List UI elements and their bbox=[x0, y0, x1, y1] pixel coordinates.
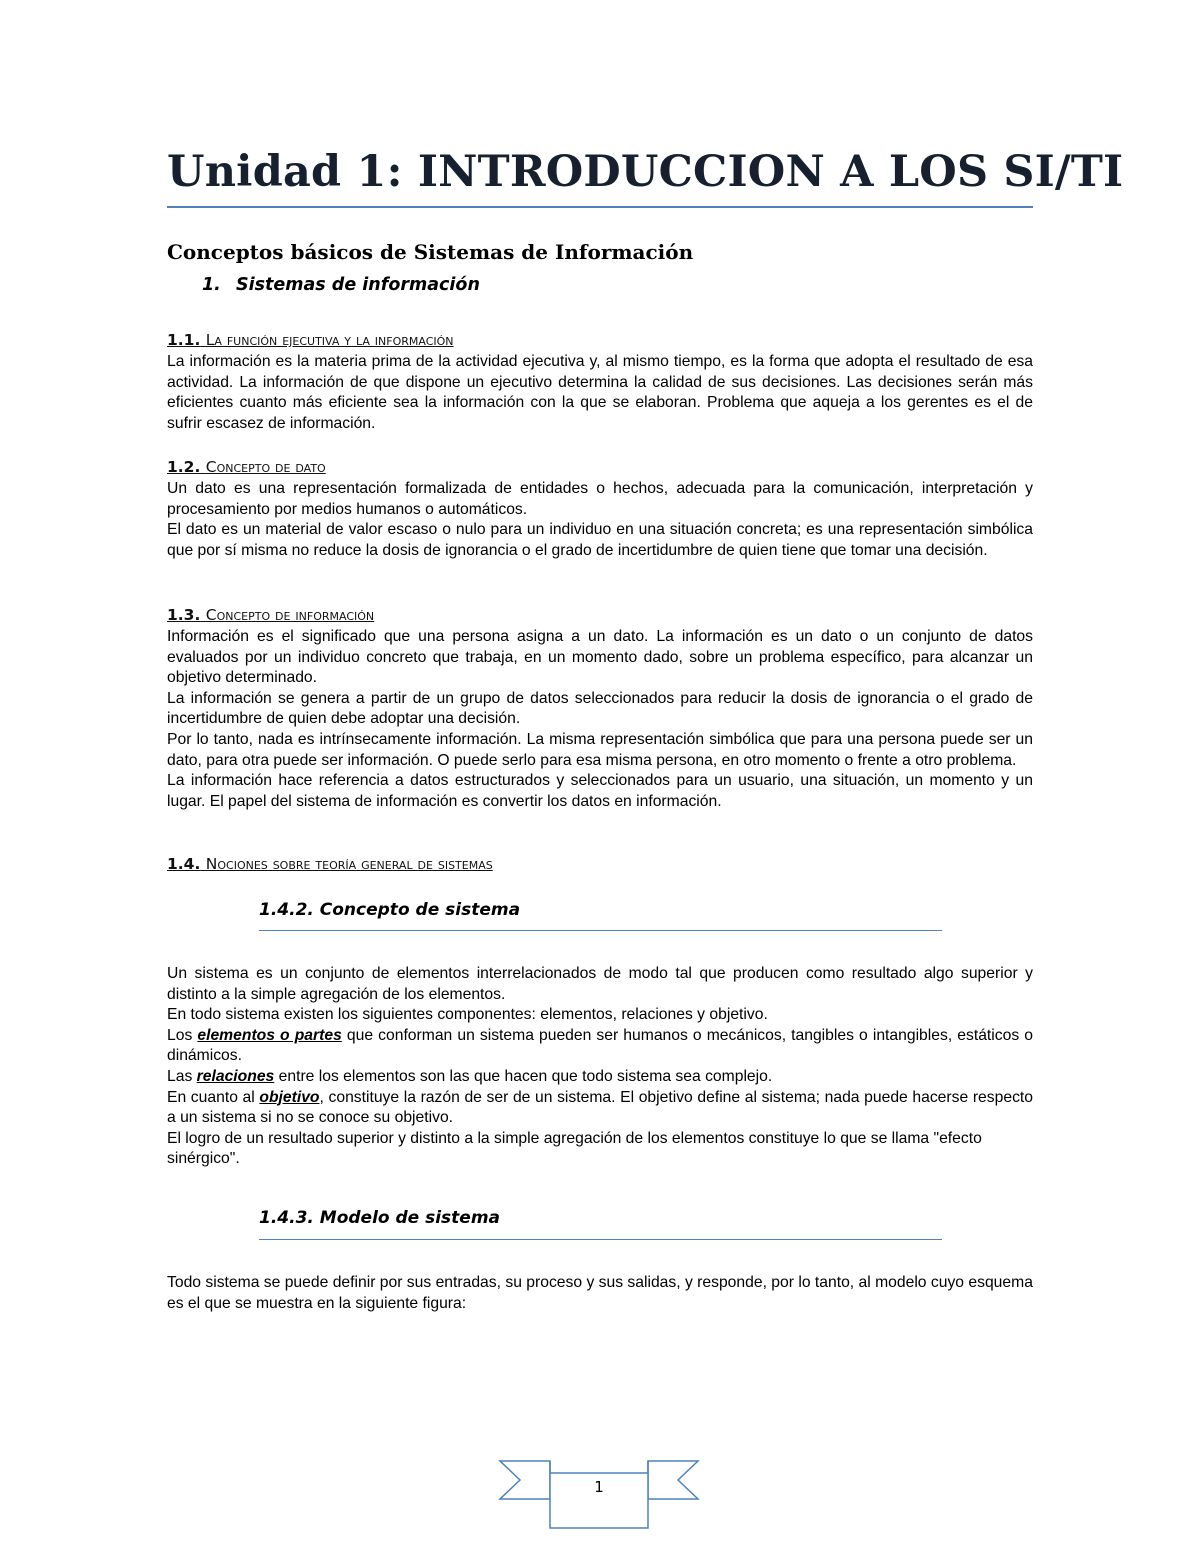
subsection-body-1-4-2 bbox=[167, 964, 1033, 1170]
subsection-body-1-4-3 bbox=[167, 1273, 1033, 1314]
text: que conforman un sistema pueden ser humanos o mecánicos, tangibles o intangibles, estáticos o dinámicos. bbox=[167, 1026, 1033, 1065]
paragraph bbox=[167, 1067, 1033, 1088]
text: Las bbox=[167, 1067, 197, 1085]
page-number: 1 bbox=[594, 1478, 604, 1496]
paragraph: Todo sistema se puede definir por sus entradas, su proceso y sus salidas, y responde, por lo tanto, al modelo cuyo esquema es el que se muestra en la siguiente figura: bbox=[167, 1274, 1033, 1312]
title-underline bbox=[167, 206, 1033, 208]
section-number: 1.1. bbox=[167, 331, 201, 349]
keyword-objetivo: objetivo bbox=[259, 1088, 320, 1106]
section-title: Nociones sobre teoría general de sistemas bbox=[205, 855, 493, 873]
section-body-1-2 bbox=[167, 479, 1033, 561]
section-number: 1.3. bbox=[167, 606, 201, 624]
keyword-relaciones: relaciones bbox=[196, 1067, 275, 1085]
paragraph: La información es la materia prima de la actividad ejecutiva y, al mismo tiempo, es la forma que adopta el resultado de esa actividad. La información de que dispone un ejecutivo determina la calidad de sus decisiones. Las decisiones serán más eficientes cuanto más eficiente sea la información con la que se elaboran. Problema que aqueja a los gerentes es el de sufrir escasez de información. bbox=[167, 353, 1033, 432]
section-number: 1.4. bbox=[167, 855, 201, 873]
section-heading-1-3 bbox=[167, 606, 374, 624]
section-title: Concepto de dato bbox=[205, 458, 326, 476]
section-body-1-1 bbox=[167, 352, 1033, 434]
paragraph bbox=[167, 1026, 1033, 1067]
subsection-rule bbox=[259, 930, 942, 931]
section-title: Concepto de información bbox=[205, 606, 375, 624]
numbered-heading-text: Sistemas de información bbox=[236, 275, 480, 295]
section-heading-1-2 bbox=[167, 458, 326, 476]
text: Los bbox=[167, 1026, 198, 1044]
paragraph: Un sistema es un conjunto de elementos interrelacionados de modo tal que producen como resultado algo superior y distinto a la simple agregación de los elementos. bbox=[167, 965, 1033, 1003]
paragraph: El logro de un resultado superior y distinto a la simple agregación de los elementos constituye lo que se llama "efecto sinérgico". bbox=[167, 1129, 982, 1168]
paragraph: Información es el significado que una persona asigna a un dato. La información es un dato o un conjunto de datos evaluados por un individuo concreto que trabaja, en un momento dado, sobre un problema específico, para alcanzar un objetivo determinado. bbox=[167, 628, 1033, 687]
section-title: La función ejecutiva y la información bbox=[205, 331, 454, 349]
section-heading-1-4 bbox=[167, 855, 493, 873]
paragraph: La información hace referencia a datos estructurados y seleccionados para un usuario, una situación, un momento y un lugar. El papel del sistema de información es convertir los datos en información. bbox=[167, 772, 1033, 810]
subsection-heading-1-4-3: 1.4.3. Modelo de sistema bbox=[259, 1208, 501, 1228]
paragraph bbox=[167, 1088, 1033, 1129]
text: , constituye la razón de ser de un sistema. El objetivo define al sistema; nada puede hacerse respecto a un sistema si no se conoce su objetivo. bbox=[167, 1088, 1033, 1127]
section-number: 1.2. bbox=[167, 458, 201, 476]
subsection-heading-1-4-2: 1.4.2. Concepto de sistema bbox=[259, 900, 521, 920]
numbered-heading bbox=[202, 275, 480, 295]
paragraph: En todo sistema existen los siguientes componentes: elementos, relaciones y objetivo. bbox=[167, 1006, 768, 1024]
keyword-elementos: elementos o partes bbox=[197, 1026, 342, 1044]
paragraph: Por lo tanto, nada es intrínsecamente información. La misma representación simbólica que para una persona puede ser un dato, para otra puede ser información. O puede serlo para esa misma persona, en otro momento o frente a otro problema. bbox=[167, 730, 1033, 769]
page-title: Unidad 1: INTRODUCCION A LOS SI/TI bbox=[167, 147, 1124, 197]
numbered-heading-number: 1. bbox=[202, 275, 221, 295]
section-body-1-3 bbox=[167, 627, 1033, 812]
paragraph: Un dato es una representación formalizada de entidades o hechos, adecuada para la comunicación, interpretación y procesamiento por medios humanos o automáticos. bbox=[167, 480, 1033, 518]
paragraph: El dato es un material de valor escaso o nulo para un individuo en una situación concreta; es una representación simbólica que por sí misma no reduce la dosis de ignorancia o el grado de incertidumbre de quien tiene que tomar una decisión. bbox=[167, 521, 1033, 559]
subsection-rule bbox=[259, 1239, 942, 1240]
section-heading-1-1 bbox=[167, 331, 454, 349]
text: En cuanto al bbox=[167, 1088, 260, 1106]
paragraph: La información se genera a partir de un grupo de datos seleccionados para reducir la dosis de ignorancia o el grado de incertidumbre de quien debe adoptar una decisión. bbox=[167, 689, 1033, 728]
main-heading: Conceptos básicos de Sistemas de Información bbox=[167, 240, 694, 264]
text: entre los elementos son las que hacen que todo sistema sea complejo. bbox=[274, 1067, 773, 1085]
